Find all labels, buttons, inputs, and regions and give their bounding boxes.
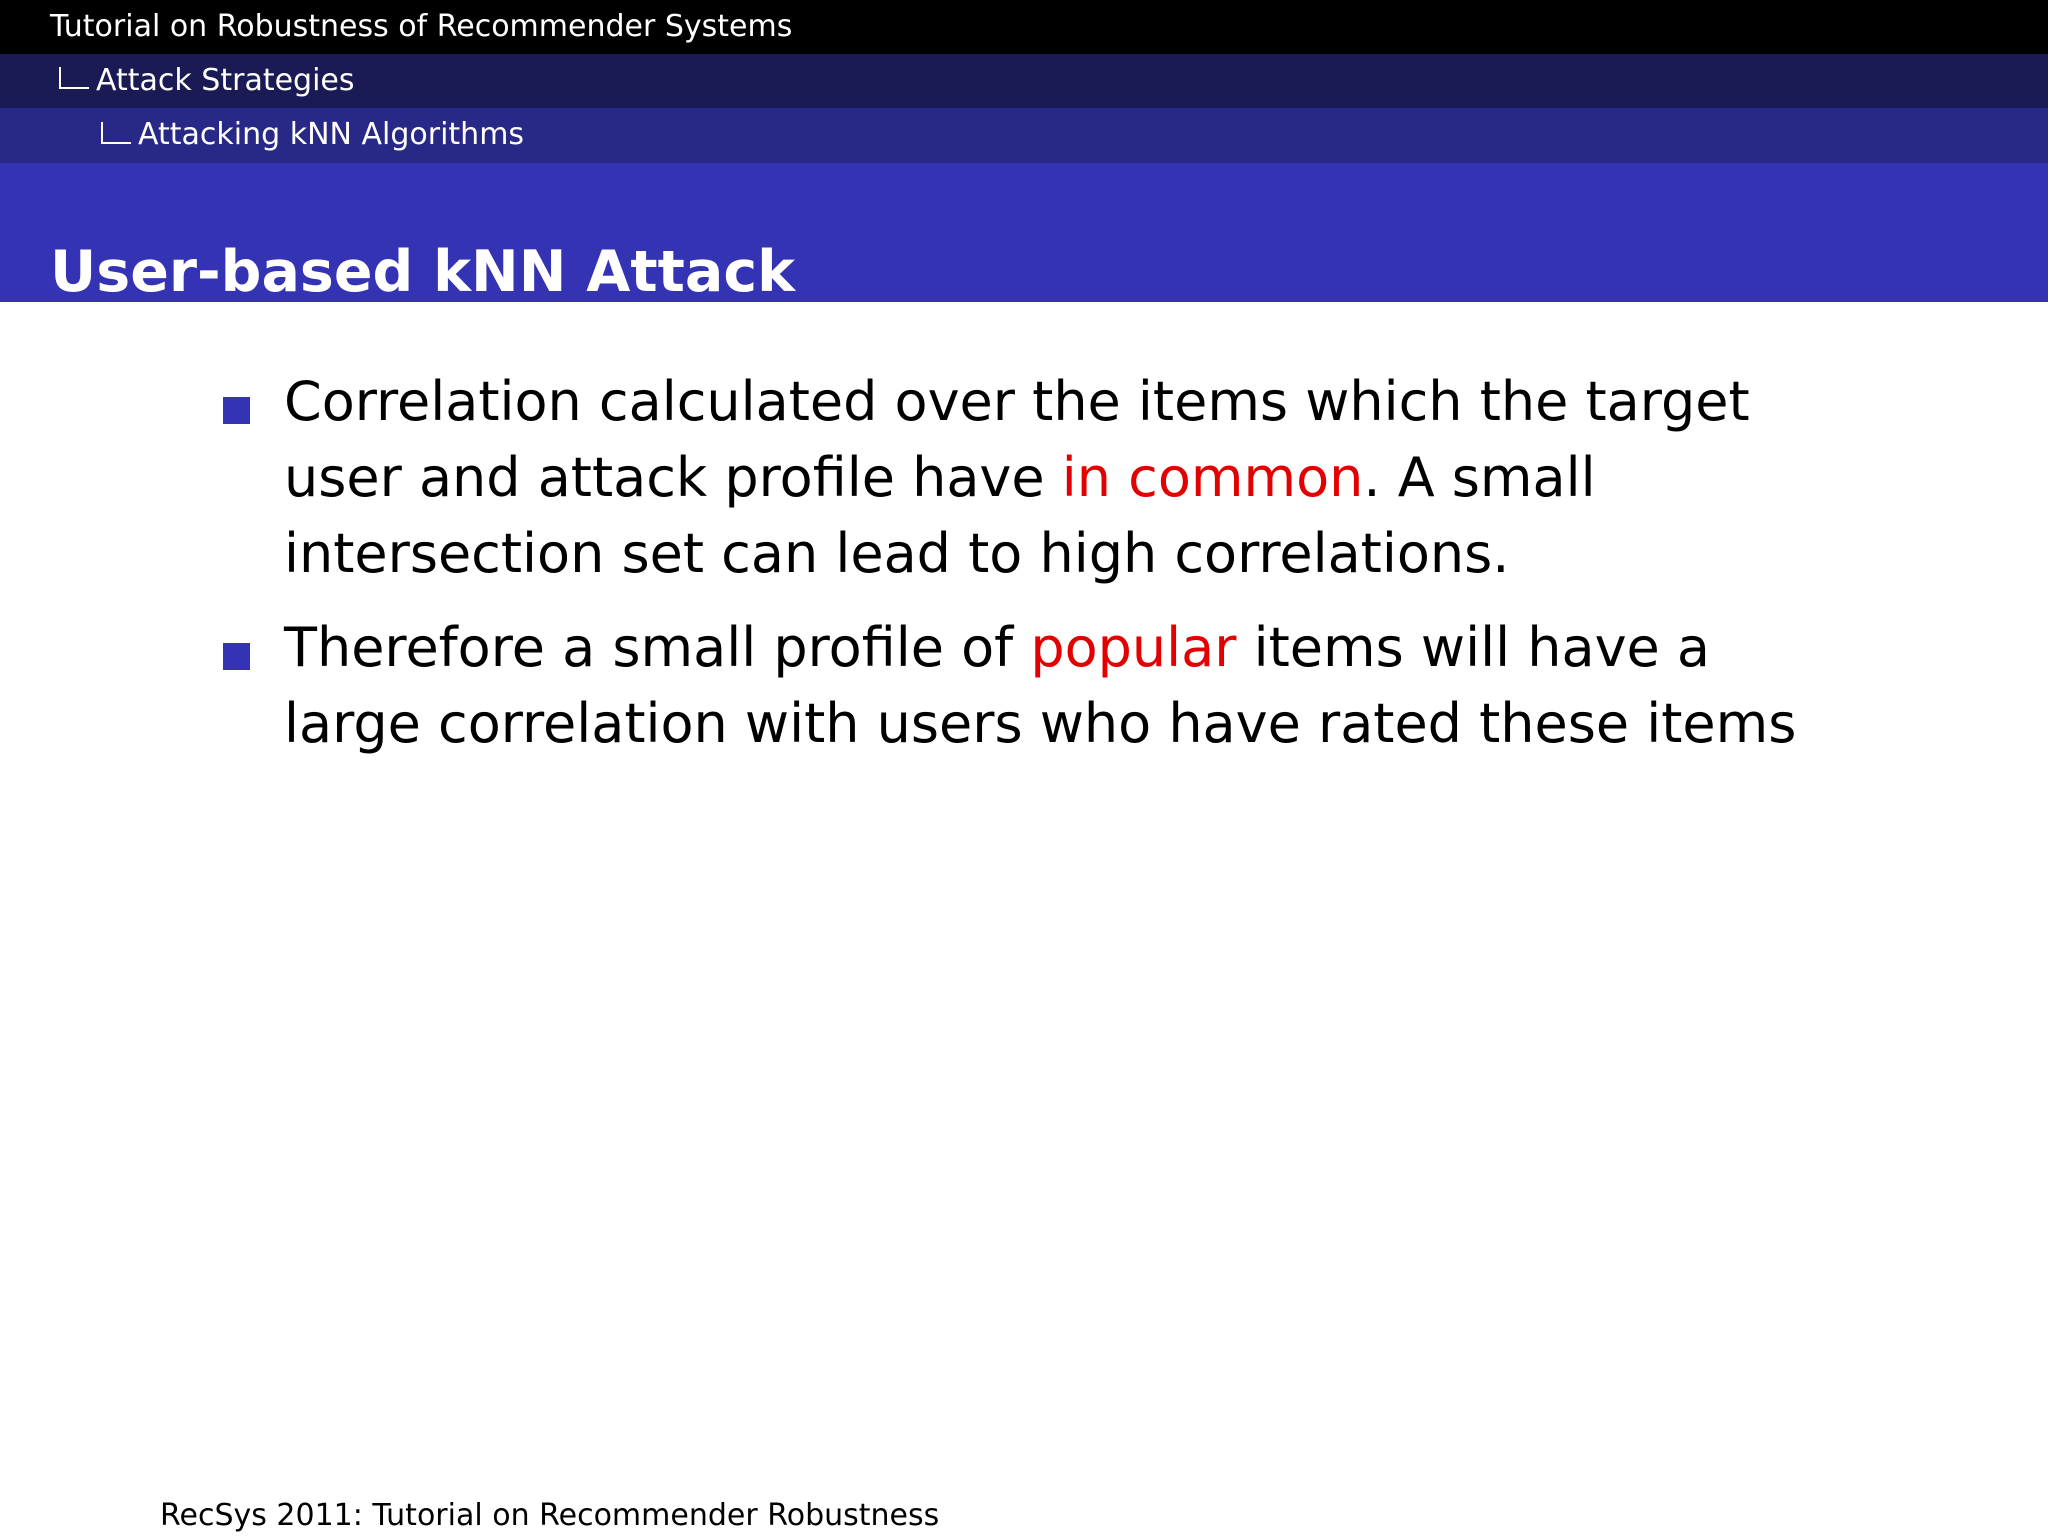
subsection-title: Attacking kNN Algorithms — [138, 117, 525, 152]
bullet-square-icon — [223, 397, 250, 424]
bullet-item — [223, 364, 1848, 592]
slide-footer: RecSys 2011: Tutorial on Recommender Robustness — [160, 1498, 940, 1533]
presentation-title: Tutorial on Robustness of Recommender Systems — [50, 9, 793, 44]
tree-branch-icon — [101, 122, 131, 144]
frame-title-bar — [0, 163, 2048, 306]
tree-branch-icon — [59, 67, 89, 89]
presentation-title-row[interactable] — [0, 0, 2048, 54]
slide-content — [223, 364, 1848, 780]
bullet-square-icon — [223, 643, 250, 670]
slide-title: User-based kNN Attack — [50, 239, 796, 306]
section-title: Attack Strategies — [96, 63, 355, 98]
highlighted-text: popular — [1030, 616, 1237, 679]
section-row[interactable] — [0, 54, 2048, 108]
bullet-text-start: Correlation calculated over the items which the target user and attack profile have — [284, 370, 1750, 509]
subsection-row[interactable] — [0, 108, 2048, 163]
slide-headline — [0, 0, 2048, 163]
highlighted-text: in common — [1061, 446, 1364, 509]
bullet-text-start: Therefore a small profile of — [284, 616, 1031, 679]
bullet-text-end: . A small intersection set can lead to high correlations. — [284, 446, 1596, 585]
bullet-item — [223, 610, 1848, 762]
bullet-text-end: items will have a large correlation with users who have rated these items — [284, 616, 1797, 755]
